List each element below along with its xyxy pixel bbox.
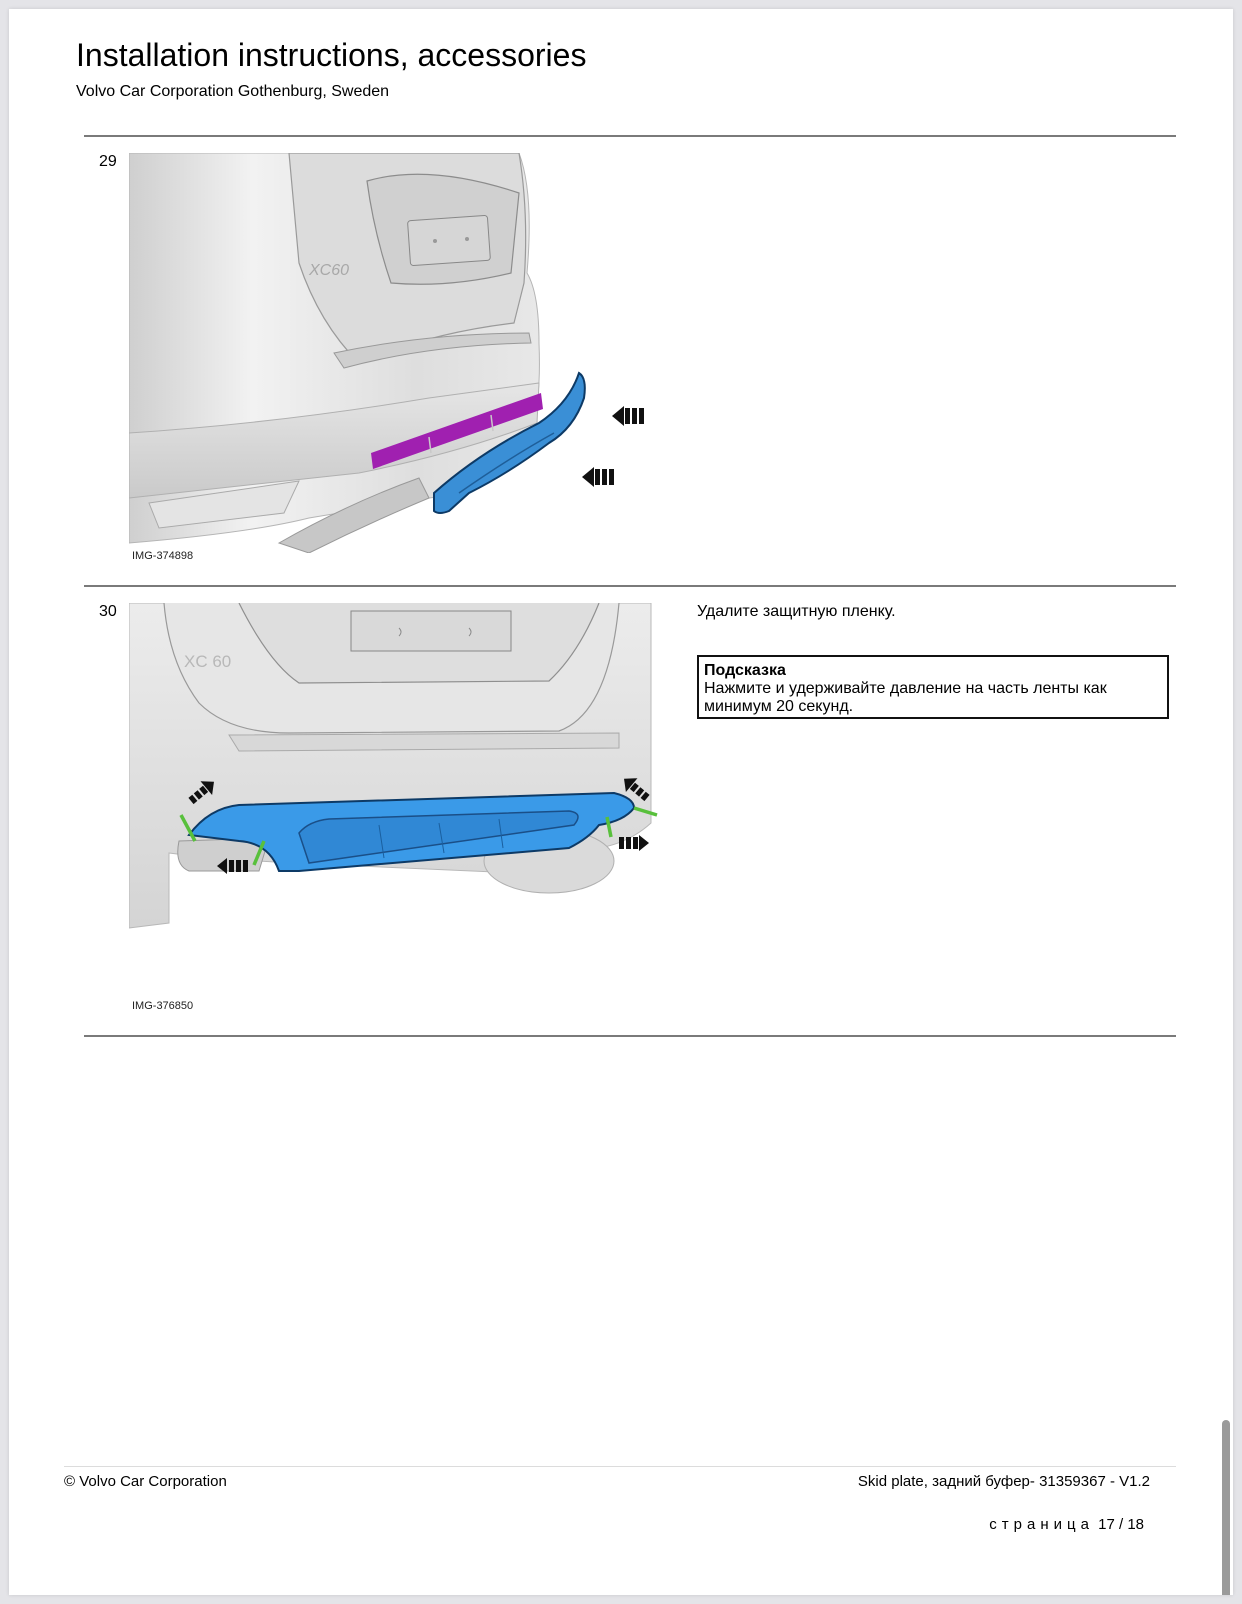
xc60-badge: XC60 (309, 262, 350, 279)
image-id: IMG-374898 (132, 550, 194, 562)
step-number: 29 (99, 153, 117, 170)
section-divider (84, 135, 1176, 137)
document-title: Installation instructions, accessories (76, 37, 587, 73)
scrollbar-thumb[interactable] (1222, 1420, 1230, 1595)
page-indicator (989, 1516, 1144, 1533)
page-label: страница (989, 1516, 1094, 1533)
footer-divider (64, 1466, 1176, 1467)
section-divider (84, 585, 1176, 587)
copyright: © Volvo Car Corporation (64, 1473, 227, 1490)
page-total: 18 (1127, 1516, 1144, 1533)
step-29-illustration (129, 153, 649, 553)
hint-body: Нажмите и удерживайте давление на часть ленты как минимум 20 секунд. (704, 680, 1107, 715)
vertical-scrollbar[interactable] (1222, 1420, 1230, 1595)
document-reference: Skid plate, задний буфер- 31359367 - V1.2 (857, 1473, 1150, 1490)
step-instruction: Удалите защитную пленку. (697, 603, 896, 620)
document-page (9, 9, 1233, 1595)
image-id: IMG-376850 (132, 1000, 194, 1012)
page-separator: / (1118, 1516, 1124, 1533)
arrow-right-icon (619, 835, 649, 851)
page-current: 17 (1098, 1516, 1115, 1533)
step-30-illustration (129, 603, 659, 933)
hint-box (697, 655, 1169, 719)
arrow-left-icon (582, 467, 614, 487)
xc60-badge: XC 60 (184, 652, 232, 671)
step-number: 30 (99, 603, 117, 620)
section-divider (84, 1035, 1176, 1037)
document-subtitle: Volvo Car Corporation Gothenburg, Sweden (76, 83, 390, 100)
arrow-left-icon (612, 406, 644, 426)
hint-title: Подсказка (704, 662, 786, 679)
